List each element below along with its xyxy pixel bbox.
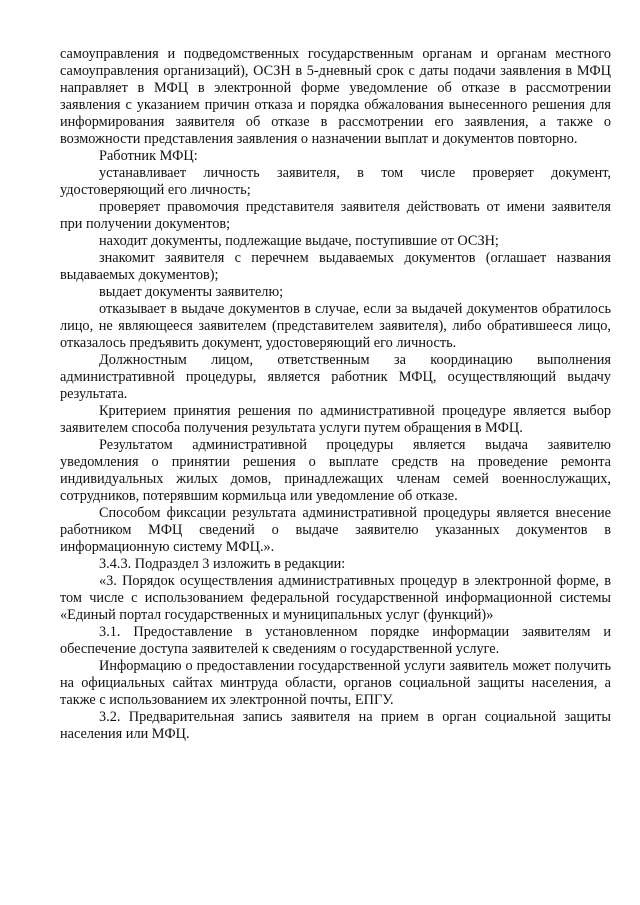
document-page [60,46,611,743]
paragraph-fixation: Способом фиксации результата административной процедуры является внесение работником МФЦ сведений о выдаче заявителю указанных документов в информационную систему МФЦ.». [60,505,611,555]
paragraph-acquaint: знакомит заявителя с перечнем выдаваемых документов (оглашает названия выдаваемых документов); [60,250,611,283]
paragraph-continuation: самоуправления и подведомственных государственным органам и органам местного самоуправления организаций), ОСЗН в 5-дневный срок с даты подачи заявления в МФЦ направляет в МФЦ в электронной форме уведомление об отказе в рассмотрении заявления с указанием причин отказа и порядка обжалования вынесенного решения для информирования заявителя об отказе в рассмотрении его заявления, а также о возможности представления заявления о назначении выплат и документов повторно. [60,46,611,147]
paragraph-responsible: Должностным лицом, ответственным за координацию выполнения административной процедуры, является работник МФЦ, осуществляющий выдачу результата. [60,352,611,402]
paragraph-issue: выдает документы заявителю; [99,284,284,300]
paragraph-3-2: 3.2. Предварительная запись заявителя на прием в орган социальной защиты населения или МФЦ. [60,709,611,742]
paragraph-mfc-worker: Работник МФЦ: [99,148,198,164]
paragraph-check-authority: проверяет правомочия представителя заявителя действовать от имени заявителя при получении документов; [60,199,611,232]
paragraph-information: Информацию о предоставлении государственной услуги заявитель может получить на официальных сайтах минтруда области, органов социальной защиты населения, а также с использованием их электронной почты, ЕПГУ. [60,658,611,708]
paragraph-section-title: «3. Порядок осуществления административных процедур в электронной форме, в том числе с использованием федеральной государственной информационной системы «Единый портал государственных и муниципальных услуг (функций)» [60,573,611,623]
paragraph-refuse: отказывает в выдаче документов в случае, если за выдачей документов обратилось лицо, не являющееся заявителем (представителем заявителя), либо обратившееся лицо, отказалось предъявить документ, удостоверяющий его личность. [60,301,611,351]
paragraph-identify: устанавливает личность заявителя, в том числе проверяет документ, удостоверяющий его личность; [60,165,611,198]
paragraph-3-1: 3.1. Предоставление в установленном порядке информации заявителям и обеспечение доступа заявителей к сведениям о государственной услуге. [60,624,611,657]
paragraph-subsection: 3.4.3. Подраздел 3 изложить в редакции: [99,556,346,572]
paragraph-criterion: Критерием принятия решения по административной процедуре является выбор заявителем способа получения результата услуги путем обращения в МФЦ. [60,403,611,436]
paragraph-result: Результатом административной процедуры является выдача заявителю уведомления о принятии решения о выплате средств на проведение ремонта индивидуальных жилых домов, принадлежащих членам семей военнослужащих, сотрудников, потерявшим кормильца или уведомление об отказе. [60,437,611,504]
paragraph-find-documents: находит документы, подлежащие выдаче, поступившие от ОСЗН; [99,233,499,249]
